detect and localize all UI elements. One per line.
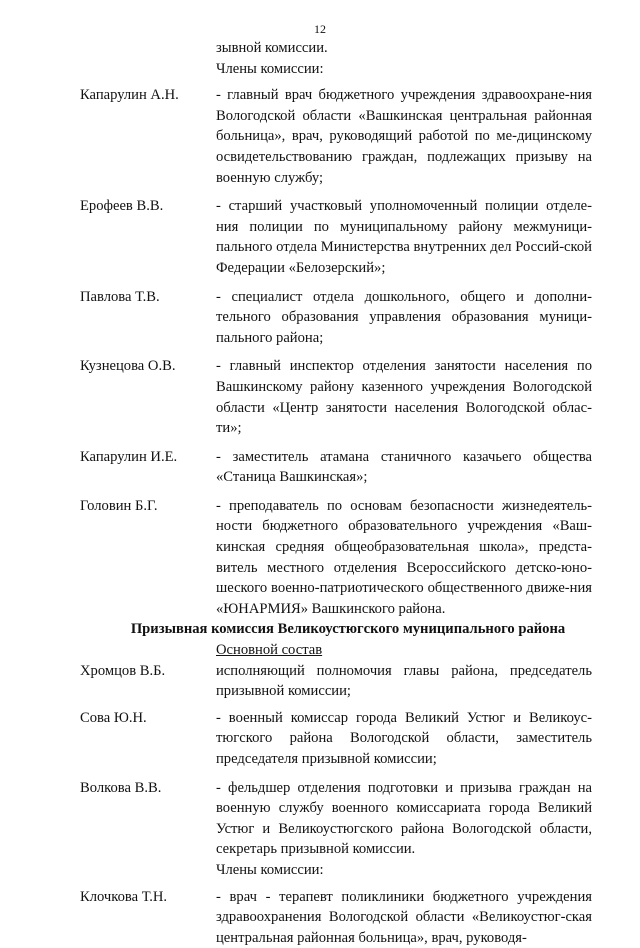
member-description: - старший участковый уполномоченный полиции отделе-ния полиции по муниципальному району межмуници-пального отдела Министерства внутренних дел Россий-ской Федерации «Белозерский»; [216, 198, 592, 276]
member-description: - специалист отдела дошкольного, общего и дополни-тельного образования управления образования муници-пального района; [216, 288, 592, 346]
member-description: - преподаватель по основам безопасности жизнедеятель-ности бюджетного образовательного учреждения «Ваш-кинская средняя общеобразовательная школа», предста-витель местного отделения Всероссийского детско-юно-шеского военно-патриотического общественного движе-ния «ЮНАРМИЯ» Вашкинского района. [216, 497, 592, 617]
member-name: Клочкова Т.Н. [80, 888, 168, 905]
member-name: Сова Ю.Н. [80, 709, 147, 726]
member-row [80, 85, 592, 188]
member-row [80, 887, 592, 948]
member-description: исполняющий полномочия главы района, председатель призывной комиссии; [216, 662, 592, 700]
member-row [80, 287, 592, 349]
member-description: - заместитель атамана станичного казачьего общества «Станица Вашкинская»; [216, 448, 592, 486]
page-number: 12 [314, 22, 326, 36]
member-description: - врач - терапевт поликлиники бюджетного учреждения здравоохранения Вологодской области «Великоустюг-ская центральная районная больница», врач, руководя- [216, 888, 592, 946]
document-body [80, 38, 592, 948]
member-row [80, 356, 592, 438]
member-row [80, 708, 592, 770]
member-description: - военный комиссар города Великий Устюг и Великоус-тюгского района Вологодской области, заместитель председателя призывной комиссии; [216, 709, 592, 767]
members-label: Члены комиссии: [216, 861, 324, 878]
member-name: Ерофеев В.В. [80, 198, 164, 215]
member-name: Павлова Т.В. [80, 288, 160, 305]
member-description: - главный врач бюджетного учреждения здравоохране-ния Вологодской области «Вашкинская центральная районная больница», врач, руководящий работой по ме-дицинскому освидетельствованию граждан, подлежащих призыву на военную службу; [216, 87, 592, 186]
members-list-2 [80, 887, 592, 948]
member-name: Капарулин И.Е. [80, 448, 178, 465]
member-row [80, 778, 592, 860]
main-members-list [80, 661, 592, 860]
section-title: Призывная комиссия Великоустюгского муниципального района [130, 621, 566, 638]
top-continuation: зывной комиссии. [216, 40, 328, 56]
member-name: Головин Б.Г. [80, 497, 158, 514]
member-description: - фельдшер отделения подготовки и призыва граждан на военную службу военного комиссариата города Великий Устюг и Великоустюгского района Вологодской области, секретарь призывной комиссии. [216, 779, 592, 858]
members-label: Члены комиссии: [216, 60, 324, 77]
member-row [80, 447, 592, 488]
members-list-1 [80, 85, 592, 619]
member-name: Хромцов В.Б. [80, 662, 166, 679]
member-description: - главный инспектор отделения занятости населения по Вашкинскому району казенного учреждения Вологодской области «Центр занятости населения Вологодской облас-ти»; [216, 358, 592, 437]
member-name: Волкова В.В. [80, 779, 162, 796]
main-composition-label: Основной состав [216, 642, 323, 659]
member-row [80, 661, 592, 702]
member-row [80, 196, 592, 278]
member-name: Капарулин А.Н. [80, 87, 179, 104]
member-name: Кузнецова О.В. [80, 358, 176, 375]
member-row [80, 496, 592, 620]
